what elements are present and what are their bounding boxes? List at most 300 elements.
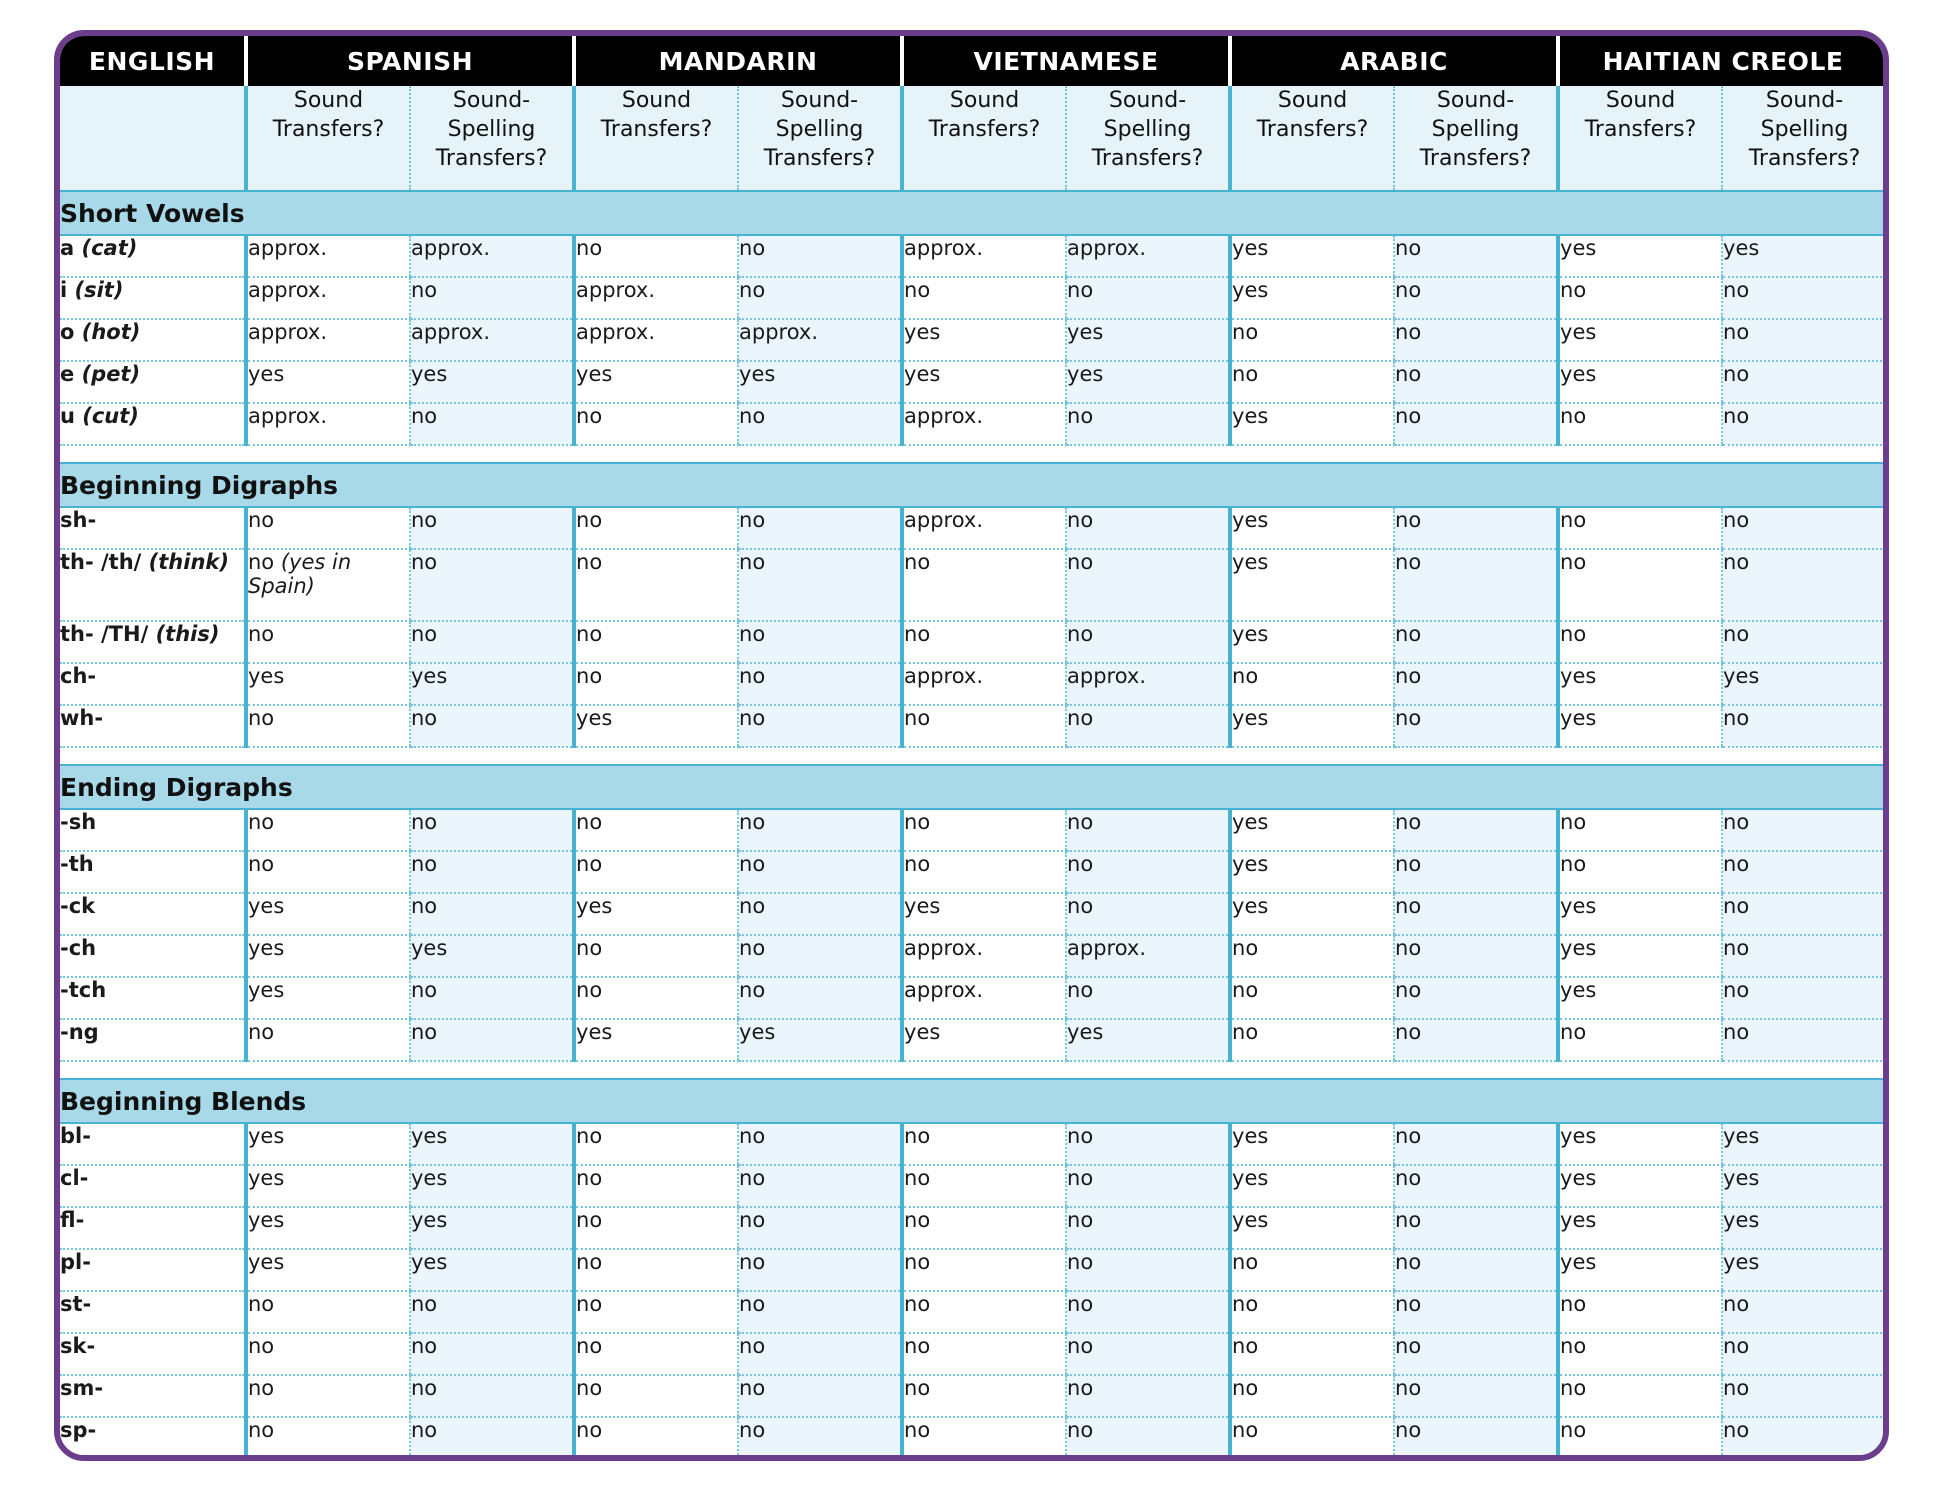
cell-value: yes bbox=[1232, 236, 1269, 260]
pattern-letters: a bbox=[60, 236, 75, 260]
sound-transfer-cell bbox=[246, 1375, 410, 1417]
sound-spelling-transfer-cell bbox=[1066, 277, 1230, 319]
cell-value: no bbox=[904, 1250, 931, 1274]
cell-value: no bbox=[411, 508, 438, 532]
sound-spelling-transfer-cell bbox=[1722, 507, 1886, 549]
cell-value: yes bbox=[1723, 1166, 1760, 1190]
cell-value: no bbox=[1395, 1376, 1422, 1400]
cell-value: yes bbox=[248, 1208, 285, 1232]
cell-value: yes bbox=[411, 936, 448, 960]
cell-value: no bbox=[904, 1418, 931, 1442]
gap-cell bbox=[60, 1061, 1886, 1079]
sound-transfer-cell bbox=[246, 1333, 410, 1375]
sound-spelling-transfer-cell bbox=[738, 1165, 902, 1207]
pattern-example: (sit) bbox=[74, 278, 124, 302]
sound-transfer-cell bbox=[1558, 403, 1722, 445]
cell-value: approx. bbox=[1067, 664, 1147, 688]
sound-spelling-transfer-cell bbox=[1722, 1375, 1886, 1417]
cell-value: no bbox=[1232, 1418, 1259, 1442]
cell-value: no bbox=[1395, 404, 1422, 428]
sound-spelling-transfer-cell bbox=[738, 361, 902, 403]
cell-value: no bbox=[1067, 1208, 1094, 1232]
sound-transfer-cell bbox=[1230, 235, 1394, 277]
cell-value: approx. bbox=[904, 664, 984, 688]
sound-spelling-transfer-cell bbox=[1394, 1333, 1558, 1375]
table-row bbox=[60, 1123, 1886, 1165]
table-row bbox=[60, 621, 1886, 663]
cell-value: no bbox=[1067, 894, 1094, 918]
cell-value: no bbox=[411, 1376, 438, 1400]
subheader-sound-transfers bbox=[574, 86, 738, 191]
cell-value: no bbox=[1232, 362, 1259, 386]
sound-spelling-transfer-cell bbox=[1722, 935, 1886, 977]
sound-spelling-transfer-cell bbox=[410, 1417, 574, 1459]
sound-transfer-cell bbox=[1558, 361, 1722, 403]
cell-value: no bbox=[248, 706, 275, 730]
sound-transfer-cell bbox=[1230, 621, 1394, 663]
pattern-letters: fl- bbox=[60, 1208, 85, 1232]
sound-transfer-cell bbox=[902, 1165, 1066, 1207]
cell-value: yes bbox=[248, 664, 285, 688]
sound-spelling-transfer-cell bbox=[1394, 1249, 1558, 1291]
english-pattern-cell bbox=[60, 507, 246, 549]
cell-value: no bbox=[576, 978, 603, 1002]
table-row bbox=[60, 319, 1886, 361]
table-row bbox=[60, 1165, 1886, 1207]
sound-transfer-cell bbox=[246, 935, 410, 977]
sound-spelling-transfer-cell bbox=[738, 1249, 902, 1291]
sound-spelling-transfer-cell bbox=[410, 1207, 574, 1249]
subheader-line: Transfers? bbox=[600, 117, 713, 142]
sound-spelling-transfer-cell bbox=[410, 1123, 574, 1165]
sound-transfer-cell bbox=[1230, 1207, 1394, 1249]
sound-transfer-cell bbox=[246, 403, 410, 445]
sound-transfer-cell bbox=[246, 549, 410, 621]
sound-spelling-transfer-cell bbox=[1066, 1249, 1230, 1291]
sound-transfer-cell bbox=[902, 1249, 1066, 1291]
cell-value: no bbox=[1395, 550, 1422, 574]
sound-transfer-cell bbox=[574, 893, 738, 935]
cell-value: no bbox=[904, 1292, 931, 1316]
table-row bbox=[60, 851, 1886, 893]
sound-transfer-cell bbox=[902, 621, 1066, 663]
cell-value: yes bbox=[1067, 1020, 1104, 1044]
cell-value: approx. bbox=[904, 236, 984, 260]
sound-spelling-transfer-cell bbox=[1722, 1123, 1886, 1165]
subheader-sound-spelling-transfers bbox=[1394, 86, 1558, 191]
subheader-sound-transfers bbox=[246, 86, 410, 191]
sound-transfer-cell bbox=[246, 1165, 410, 1207]
sound-spelling-transfer-cell bbox=[1722, 361, 1886, 403]
sound-transfer-cell bbox=[574, 235, 738, 277]
cell-value: no bbox=[1395, 936, 1422, 960]
sound-spelling-transfer-cell bbox=[410, 277, 574, 319]
sound-transfer-cell bbox=[1230, 403, 1394, 445]
sound-transfer-cell bbox=[1558, 1291, 1722, 1333]
cell-note: (yes in Spain) bbox=[248, 550, 352, 598]
table-row bbox=[60, 1417, 1886, 1459]
sound-transfer-cell bbox=[246, 1123, 410, 1165]
sound-spelling-transfer-cell bbox=[1394, 277, 1558, 319]
cell-value: no bbox=[904, 1376, 931, 1400]
sound-transfer-cell bbox=[246, 809, 410, 851]
cell-value: no bbox=[1067, 1334, 1094, 1358]
cell-value: no bbox=[576, 1208, 603, 1232]
sound-transfer-cell bbox=[246, 663, 410, 705]
sound-spelling-transfer-cell bbox=[410, 549, 574, 621]
cell-value: yes bbox=[1232, 1166, 1269, 1190]
cell-value: yes bbox=[411, 664, 448, 688]
english-pattern-cell bbox=[60, 705, 246, 747]
cell-value: no bbox=[248, 1418, 275, 1442]
cell-value: no bbox=[411, 622, 438, 646]
cell-value: no bbox=[1723, 404, 1750, 428]
transfer-table bbox=[60, 36, 1886, 1460]
sound-transfer-cell bbox=[246, 1019, 410, 1061]
sound-spelling-transfer-cell bbox=[1394, 1165, 1558, 1207]
cell-value: no bbox=[904, 550, 931, 574]
cell-value: no bbox=[739, 508, 766, 532]
cell-value: no bbox=[1232, 978, 1259, 1002]
sound-transfer-cell bbox=[1558, 507, 1722, 549]
header-haitian-creole: HAITIAN CREOLE bbox=[1558, 36, 1886, 86]
cell-value: no bbox=[1395, 1208, 1422, 1232]
sound-spelling-transfer-cell bbox=[1394, 507, 1558, 549]
sound-transfer-cell bbox=[1230, 1165, 1394, 1207]
cell-value: no bbox=[1232, 1292, 1259, 1316]
sound-spelling-transfer-cell bbox=[1722, 893, 1886, 935]
sound-transfer-cell bbox=[246, 1207, 410, 1249]
sound-transfer-cell bbox=[1558, 277, 1722, 319]
cell-value: no bbox=[1067, 278, 1094, 302]
subheader-line: Transfers? bbox=[928, 117, 1041, 142]
sound-transfer-cell bbox=[1230, 1417, 1394, 1459]
sound-transfer-cell bbox=[574, 1207, 738, 1249]
sound-transfer-cell bbox=[1230, 1291, 1394, 1333]
subheader-row bbox=[60, 86, 1886, 191]
cell-value: no bbox=[411, 852, 438, 876]
sound-spelling-transfer-cell bbox=[1722, 319, 1886, 361]
subheader-line: Transfers? bbox=[1091, 146, 1204, 171]
pattern-letters: th- /TH/ bbox=[60, 622, 149, 646]
table-row bbox=[60, 361, 1886, 403]
cell-value: no bbox=[1067, 1292, 1094, 1316]
sound-transfer-cell bbox=[902, 277, 1066, 319]
cell-value: no bbox=[904, 1124, 931, 1148]
cell-value: yes bbox=[904, 320, 941, 344]
sound-transfer-cell bbox=[902, 235, 1066, 277]
sound-transfer-cell bbox=[902, 319, 1066, 361]
cell-value: no bbox=[1067, 1250, 1094, 1274]
subheader-line: Sound- bbox=[780, 88, 859, 113]
cell-value: yes bbox=[1232, 1208, 1269, 1232]
sound-spelling-transfer-cell bbox=[1066, 403, 1230, 445]
cell-value: no bbox=[904, 278, 931, 302]
sound-spelling-transfer-cell bbox=[1394, 809, 1558, 851]
pattern-letters: o bbox=[60, 320, 75, 344]
cell-value: yes bbox=[1232, 852, 1269, 876]
cell-value: no bbox=[1067, 1376, 1094, 1400]
sound-transfer-cell bbox=[1230, 1123, 1394, 1165]
pattern-letters: bl- bbox=[60, 1124, 91, 1148]
subheader-sound-transfers bbox=[902, 86, 1066, 191]
english-pattern-cell bbox=[60, 1123, 246, 1165]
english-pattern-cell bbox=[60, 977, 246, 1019]
sound-spelling-transfer-cell bbox=[1722, 809, 1886, 851]
subheader-line: Sound- bbox=[1436, 88, 1515, 113]
cell-value: no bbox=[1723, 1334, 1750, 1358]
pattern-letters: wh- bbox=[60, 706, 104, 730]
sound-transfer-cell bbox=[1230, 277, 1394, 319]
cell-value: no bbox=[739, 622, 766, 646]
sound-transfer-cell bbox=[1230, 1019, 1394, 1061]
sound-spelling-transfer-cell bbox=[410, 705, 574, 747]
section-title: Beginning Digraphs bbox=[60, 463, 1886, 507]
sound-transfer-cell bbox=[1558, 935, 1722, 977]
sound-spelling-transfer-cell bbox=[1722, 1333, 1886, 1375]
cell-value: no bbox=[411, 1292, 438, 1316]
cell-value: yes bbox=[248, 894, 285, 918]
cell-value: no bbox=[1395, 706, 1422, 730]
cell-value: approx. bbox=[904, 978, 984, 1002]
cell-value: no bbox=[1395, 236, 1422, 260]
cell-value: approx. bbox=[576, 320, 656, 344]
pattern-letters: th- /th/ bbox=[60, 550, 142, 574]
sound-spelling-transfer-cell bbox=[1066, 851, 1230, 893]
cell-value: no bbox=[1723, 1418, 1750, 1442]
sound-transfer-cell bbox=[574, 621, 738, 663]
pattern-letters: pl- bbox=[60, 1250, 91, 1274]
sound-transfer-cell bbox=[1558, 893, 1722, 935]
cell-value: no bbox=[411, 1334, 438, 1358]
cell-value: approx. bbox=[904, 404, 984, 428]
table-row bbox=[60, 1375, 1886, 1417]
cell-value: no bbox=[576, 810, 603, 834]
sound-transfer-cell bbox=[574, 809, 738, 851]
pattern-example: (pet) bbox=[81, 362, 141, 386]
sound-spelling-transfer-cell bbox=[1066, 705, 1230, 747]
sound-spelling-transfer-cell bbox=[1394, 893, 1558, 935]
sound-spelling-transfer-cell bbox=[738, 809, 902, 851]
sound-spelling-transfer-cell bbox=[410, 1333, 574, 1375]
sound-spelling-transfer-cell bbox=[1066, 1019, 1230, 1061]
cell-value: no bbox=[248, 1292, 275, 1316]
sound-transfer-cell bbox=[574, 549, 738, 621]
sound-spelling-transfer-cell bbox=[1394, 319, 1558, 361]
sound-transfer-cell bbox=[1558, 809, 1722, 851]
sound-spelling-transfer-cell bbox=[410, 935, 574, 977]
sound-spelling-transfer-cell bbox=[1394, 361, 1558, 403]
sound-spelling-transfer-cell bbox=[1722, 851, 1886, 893]
cell-value: no bbox=[1232, 320, 1259, 344]
sound-spelling-transfer-cell bbox=[1394, 1417, 1558, 1459]
subheader-line: Sound bbox=[293, 88, 364, 113]
cell-value: no bbox=[576, 1166, 603, 1190]
sound-transfer-cell bbox=[1558, 1165, 1722, 1207]
sound-spelling-transfer-cell bbox=[1394, 1375, 1558, 1417]
cell-value: yes bbox=[1232, 810, 1269, 834]
sound-transfer-cell bbox=[574, 935, 738, 977]
english-pattern-cell bbox=[60, 549, 246, 621]
cell-value: yes bbox=[1723, 664, 1760, 688]
cell-value: no bbox=[1395, 622, 1422, 646]
cell-value: no bbox=[411, 894, 438, 918]
pattern-letters: st- bbox=[60, 1292, 92, 1316]
sound-spelling-transfer-cell bbox=[738, 403, 902, 445]
cell-value: no bbox=[1067, 978, 1094, 1002]
pattern-letters: sk- bbox=[60, 1334, 96, 1358]
sound-transfer-cell bbox=[902, 851, 1066, 893]
sound-transfer-cell bbox=[574, 1019, 738, 1061]
subheader-line: Sound- bbox=[1108, 88, 1187, 113]
cell-value: yes bbox=[739, 362, 776, 386]
pattern-letters: -ck bbox=[60, 894, 96, 918]
cell-value: no bbox=[739, 236, 766, 260]
subheader-sound-transfers bbox=[1230, 86, 1394, 191]
sound-spelling-transfer-cell bbox=[1394, 1123, 1558, 1165]
cell-value: no bbox=[1723, 936, 1750, 960]
cell-value: yes bbox=[1723, 1124, 1760, 1148]
sound-transfer-cell bbox=[246, 277, 410, 319]
sound-spelling-transfer-cell bbox=[1722, 663, 1886, 705]
sound-spelling-transfer-cell bbox=[1066, 893, 1230, 935]
cell-value: yes bbox=[576, 894, 613, 918]
cell-value: no bbox=[739, 706, 766, 730]
table-row bbox=[60, 705, 1886, 747]
sound-transfer-cell bbox=[1558, 235, 1722, 277]
cell-value: yes bbox=[1067, 320, 1104, 344]
header-mandarin: MANDARIN bbox=[574, 36, 902, 86]
sound-spelling-transfer-cell bbox=[738, 851, 902, 893]
cell-value: no bbox=[1723, 320, 1750, 344]
cell-value: no bbox=[248, 1020, 275, 1044]
sound-spelling-transfer-cell bbox=[1066, 935, 1230, 977]
sound-spelling-transfer-cell bbox=[738, 277, 902, 319]
sound-transfer-cell bbox=[574, 1165, 738, 1207]
sound-spelling-transfer-cell bbox=[1066, 1291, 1230, 1333]
sound-spelling-transfer-cell bbox=[1394, 1019, 1558, 1061]
section-title: Beginning Blends bbox=[60, 1079, 1886, 1123]
sound-spelling-transfer-cell bbox=[410, 1019, 574, 1061]
english-pattern-cell bbox=[60, 277, 246, 319]
cell-value: yes bbox=[1067, 362, 1104, 386]
sound-transfer-cell bbox=[902, 361, 1066, 403]
sound-spelling-transfer-cell bbox=[1066, 1417, 1230, 1459]
sound-transfer-cell bbox=[574, 977, 738, 1019]
subheader-line: Sound bbox=[1277, 88, 1348, 113]
cell-value: no bbox=[1723, 550, 1750, 574]
cell-value: no bbox=[576, 1250, 603, 1274]
cell-value: yes bbox=[1560, 706, 1597, 730]
cell-value: approx. bbox=[904, 508, 984, 532]
sound-spelling-transfer-cell bbox=[738, 1019, 902, 1061]
table-row bbox=[60, 507, 1886, 549]
sound-transfer-cell bbox=[1558, 663, 1722, 705]
cell-value: no bbox=[904, 706, 931, 730]
sound-spelling-transfer-cell bbox=[1066, 809, 1230, 851]
sound-spelling-transfer-cell bbox=[738, 549, 902, 621]
cell-value: yes bbox=[1723, 236, 1760, 260]
subheader-line: Transfers? bbox=[1584, 117, 1697, 142]
sound-transfer-cell bbox=[902, 1333, 1066, 1375]
cell-value: no bbox=[1067, 1124, 1094, 1148]
sound-transfer-cell bbox=[1230, 893, 1394, 935]
cell-value: approx. bbox=[1067, 236, 1147, 260]
cell-value: no bbox=[1560, 1334, 1587, 1358]
cell-value: yes bbox=[904, 894, 941, 918]
cell-value: yes bbox=[1232, 508, 1269, 532]
cell-value: no bbox=[904, 1334, 931, 1358]
sound-transfer-cell bbox=[574, 705, 738, 747]
pattern-letters: -ch bbox=[60, 936, 97, 960]
table-row bbox=[60, 235, 1886, 277]
sound-transfer-cell bbox=[1230, 851, 1394, 893]
sound-spelling-transfer-cell bbox=[1722, 1291, 1886, 1333]
sound-spelling-transfer-cell bbox=[410, 851, 574, 893]
cell-value: no bbox=[576, 1376, 603, 1400]
sound-spelling-transfer-cell bbox=[1394, 621, 1558, 663]
sound-spelling-transfer-cell bbox=[410, 319, 574, 361]
sound-spelling-transfer-cell bbox=[1066, 1123, 1230, 1165]
sound-transfer-cell bbox=[1230, 1249, 1394, 1291]
sound-spelling-transfer-cell bbox=[410, 663, 574, 705]
english-pattern-cell bbox=[60, 1375, 246, 1417]
cell-value: yes bbox=[411, 1124, 448, 1148]
table-row bbox=[60, 549, 1886, 621]
header-english: ENGLISH bbox=[60, 36, 246, 86]
sound-transfer-cell bbox=[1230, 507, 1394, 549]
cell-value: no bbox=[1560, 852, 1587, 876]
table-row bbox=[60, 1249, 1886, 1291]
cell-value: no bbox=[1395, 894, 1422, 918]
pattern-letters: -sh bbox=[60, 810, 97, 834]
cell-value: no bbox=[1067, 1418, 1094, 1442]
cell-value: no bbox=[739, 936, 766, 960]
cell-value: no bbox=[576, 1334, 603, 1358]
sound-transfer-cell bbox=[1558, 705, 1722, 747]
pattern-example: (cut) bbox=[82, 404, 139, 428]
sound-transfer-cell bbox=[1230, 549, 1394, 621]
sound-spelling-transfer-cell bbox=[738, 1333, 902, 1375]
subheader-line: Sound bbox=[621, 88, 692, 113]
header-vietnamese: VIETNAMESE bbox=[902, 36, 1230, 86]
pattern-letters: sm- bbox=[60, 1376, 104, 1400]
sound-spelling-transfer-cell bbox=[1722, 235, 1886, 277]
english-pattern-cell bbox=[60, 1249, 246, 1291]
cell-value: no bbox=[1067, 404, 1094, 428]
subheader-line: Spelling bbox=[1103, 117, 1192, 142]
cell-value: no bbox=[576, 550, 603, 574]
cell-value: no bbox=[1395, 664, 1422, 688]
cell-value: no bbox=[1395, 852, 1422, 876]
sound-spelling-transfer-cell bbox=[1394, 977, 1558, 1019]
cell-value: no bbox=[1723, 508, 1750, 532]
cell-value: no bbox=[904, 852, 931, 876]
sound-transfer-cell bbox=[902, 1019, 1066, 1061]
table-row bbox=[60, 1333, 1886, 1375]
cell-value: no bbox=[1560, 550, 1587, 574]
sound-spelling-transfer-cell bbox=[1066, 507, 1230, 549]
sound-spelling-transfer-cell bbox=[1066, 621, 1230, 663]
cell-value: yes bbox=[1560, 664, 1597, 688]
cell-value: no bbox=[248, 508, 275, 532]
cell-value: approx. bbox=[904, 936, 984, 960]
subheader-blank bbox=[60, 86, 246, 191]
header-arabic: ARABIC bbox=[1230, 36, 1558, 86]
cell-value: no bbox=[576, 508, 603, 532]
cell-value: no bbox=[1232, 1250, 1259, 1274]
cell-value: no bbox=[1395, 508, 1422, 532]
